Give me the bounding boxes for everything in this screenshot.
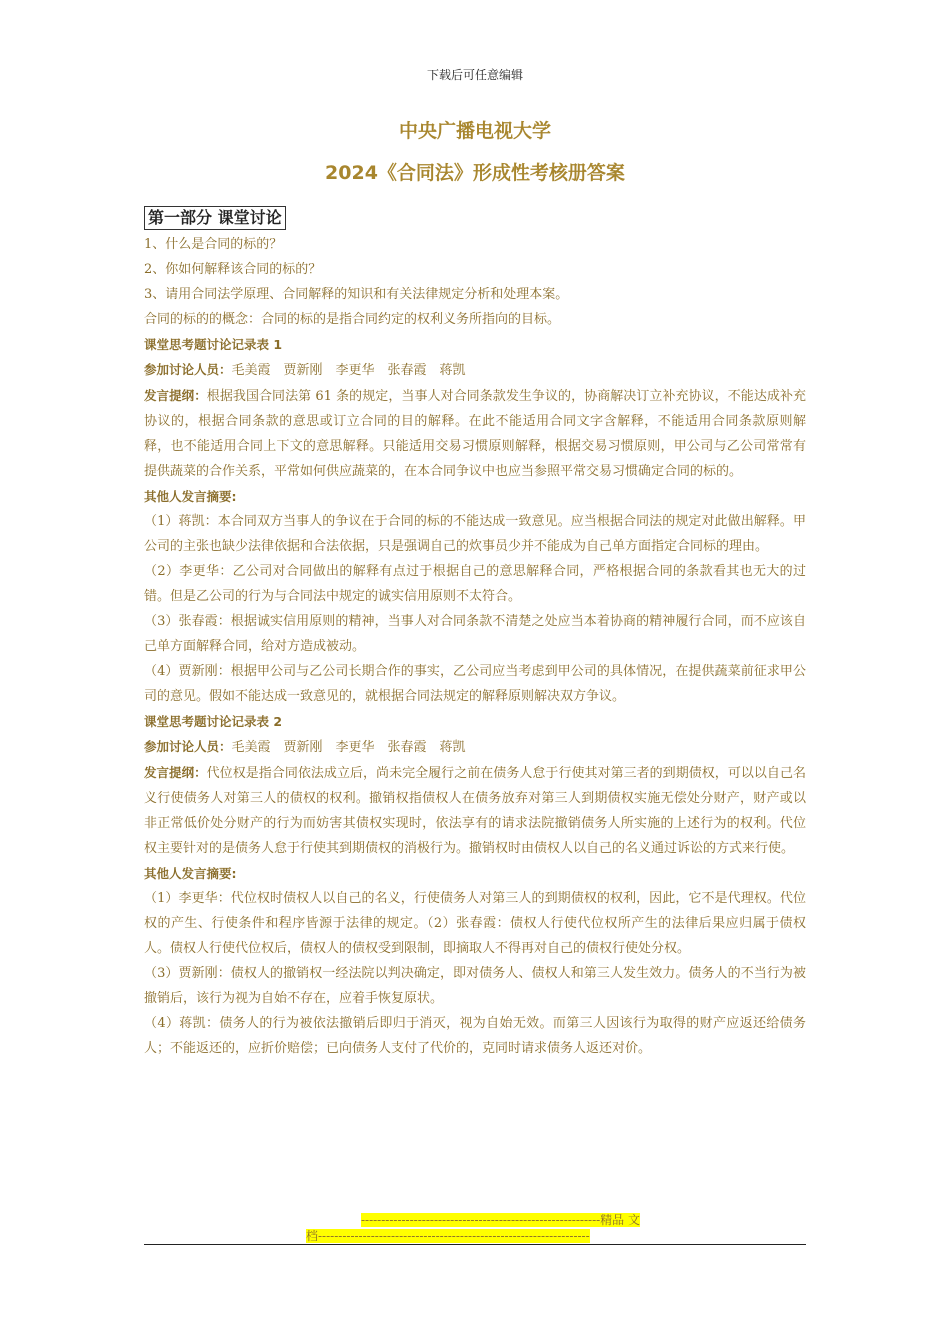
participants-names: 毛美霞 贾新刚 李更华 张春霞 蒋凯 <box>231 363 466 378</box>
speech-label: 发言提纲： <box>144 388 207 403</box>
record-2-other-1: （1）李更华：代位权时债权人以自己的名义，行使债务人对第三人的到期债权的权利，因此，它不是代理权。代位权的产生、行使条件和程序皆源于法律的规定。（2）张春霞：债权人行使代位权所产生的法律后果应归属于债权人。债权人行使代位权后，债权人的债权受到限制，即摘取人不得再对自己的债权行使处分权。 <box>144 891 806 956</box>
footer-line-2: 档------------------------------------------------------------------- <box>306 1229 590 1243</box>
record-1-other-2: （2）李更华：乙公司对合同做出的解释有点过于根据自己的意思解释合同，严格根据合同的条款看其也无大的过错。但是乙公司的行为与合同法中规定的诚实信用原则不太符合。 <box>144 564 806 604</box>
record-1-others-label: 其他人发言摘要: <box>144 489 237 504</box>
speech-label: 发言提纲： <box>144 765 207 780</box>
record-1-other-1: （1）蒋凯：本合同双方当事人的争议在于合同的标的不能达成一致意见。应当根据合同法的规定对此做出解释。甲公司的主张也缺少法律依据和合法依据，只是强调自己的炊事员少并不能成为自己单方面指定合同标的理由。 <box>144 514 806 554</box>
question-1: 1、什么是合同的标的？ <box>144 237 283 252</box>
concept-definition: 合同的标的的概念：合同的标的是指合同约定的权利义务所指向的目标。 <box>144 312 561 327</box>
record-1-other-4: （4）贾新刚：根据甲公司与乙公司长期合作的事实，乙公司应当考虑到甲公司的具体情况，在提供蔬菜前征求甲公司的意见。假如不能达成一致意见的，就根据合同法规定的解释原则解决双方争议。 <box>144 664 806 704</box>
record-1-participants <box>144 357 806 383</box>
footer-divider <box>144 1244 806 1245</box>
record-1-title: 课堂思考题讨论记录表 1 <box>144 337 283 352</box>
participants-label: 参加讨论人员： <box>144 362 232 377</box>
record-1-other-3: （3）张春霞：根据诚实信用原则的精神，当事人对合同条款不清楚之处应当本着协商的精神履行合同，而不应该自己单方面解释合同，给对方造成被动。 <box>144 614 806 654</box>
header-note: 下载后可任意编辑 <box>426 68 523 82</box>
record-2-title: 课堂思考题讨论记录表 2 <box>144 714 283 729</box>
speech-text: 根据我国合同法第 61 条的规定，当事人对合同条款发生争议的，协商解决订立补充协议，不能达成补充协议的，根据合同条款的意思或订立合同的目的解释。在此不能适用合同文字含解释，不能适用合同条款原则解释，也不能适用合同上下文的意思解释。只能适用交易习惯原则解释，根据交易习惯原则，甲公司与乙公司常常有提供蔬菜的合作关系，平常如何供应蔬菜的，在本合同争议中也应当参照平常交易习惯确定合同的标的。 <box>144 389 806 479</box>
record-2-other-2: （3）贾新刚：债权人的撤销权一经法院以判决确定，即对债务人、债权人和第三人发生效力。债务人的不当行为被撤销后，该行为视为自始不存在，应着手恢复原状。 <box>144 966 806 1006</box>
section-heading: 第一部分 课堂讨论 <box>144 206 286 230</box>
record-1-speech <box>144 383 806 484</box>
record-2-other-3: （4）蒋凯：债务人的行为被依法撤销后即归于消灭，视为自始无效。而第三人因该行为取得的财产应返还给债务人；不能返还的，应折价赔偿；已向债务人支付了代价的，克同时请求债务人返还对价。 <box>144 1016 806 1056</box>
footer-line-1: -----------------------------------------------------------精品 文 <box>360 1213 640 1227</box>
university-title: 中央广播电视大学 <box>398 120 551 142</box>
footer-watermark <box>306 1212 640 1244</box>
record-2-speech <box>144 760 806 861</box>
question-3: 3、请用合同法学原理、合同解释的知识和有关法律规定分析和处理本案。 <box>144 287 569 302</box>
participants-label: 参加讨论人员： <box>144 739 232 754</box>
record-2-others-label: 其他人发言摘要: <box>144 866 237 881</box>
record-2-participants <box>144 734 806 760</box>
question-2: 2、你如何解释该合同的标的？ <box>144 262 322 277</box>
speech-text: 代位权是指合同依法成立后，尚未完全履行之前在债务人怠于行使其对第三者的到期债权，可以以自己名义行使债务人对第三人的债权的权利。撤销权指债权人在债务放弃对第三人到期债权实施无偿处分财产，财产或以非正常低价处分财产的行为而妨害其债权实现时，依法享有的请求法院撤销债务人所实施的上述行为的权利。代位权主要针对的是债务人怠于行使其到期债权的消极行为。撤销权时由债权人以自己的名义通过诉讼的方式来行使。 <box>144 766 806 856</box>
document-title: 2024《合同法》形成性考核册答案 <box>325 162 625 184</box>
participants-names: 毛美霞 贾新刚 李更华 张春霞 蒋凯 <box>231 740 466 755</box>
document-body <box>144 206 806 1061</box>
